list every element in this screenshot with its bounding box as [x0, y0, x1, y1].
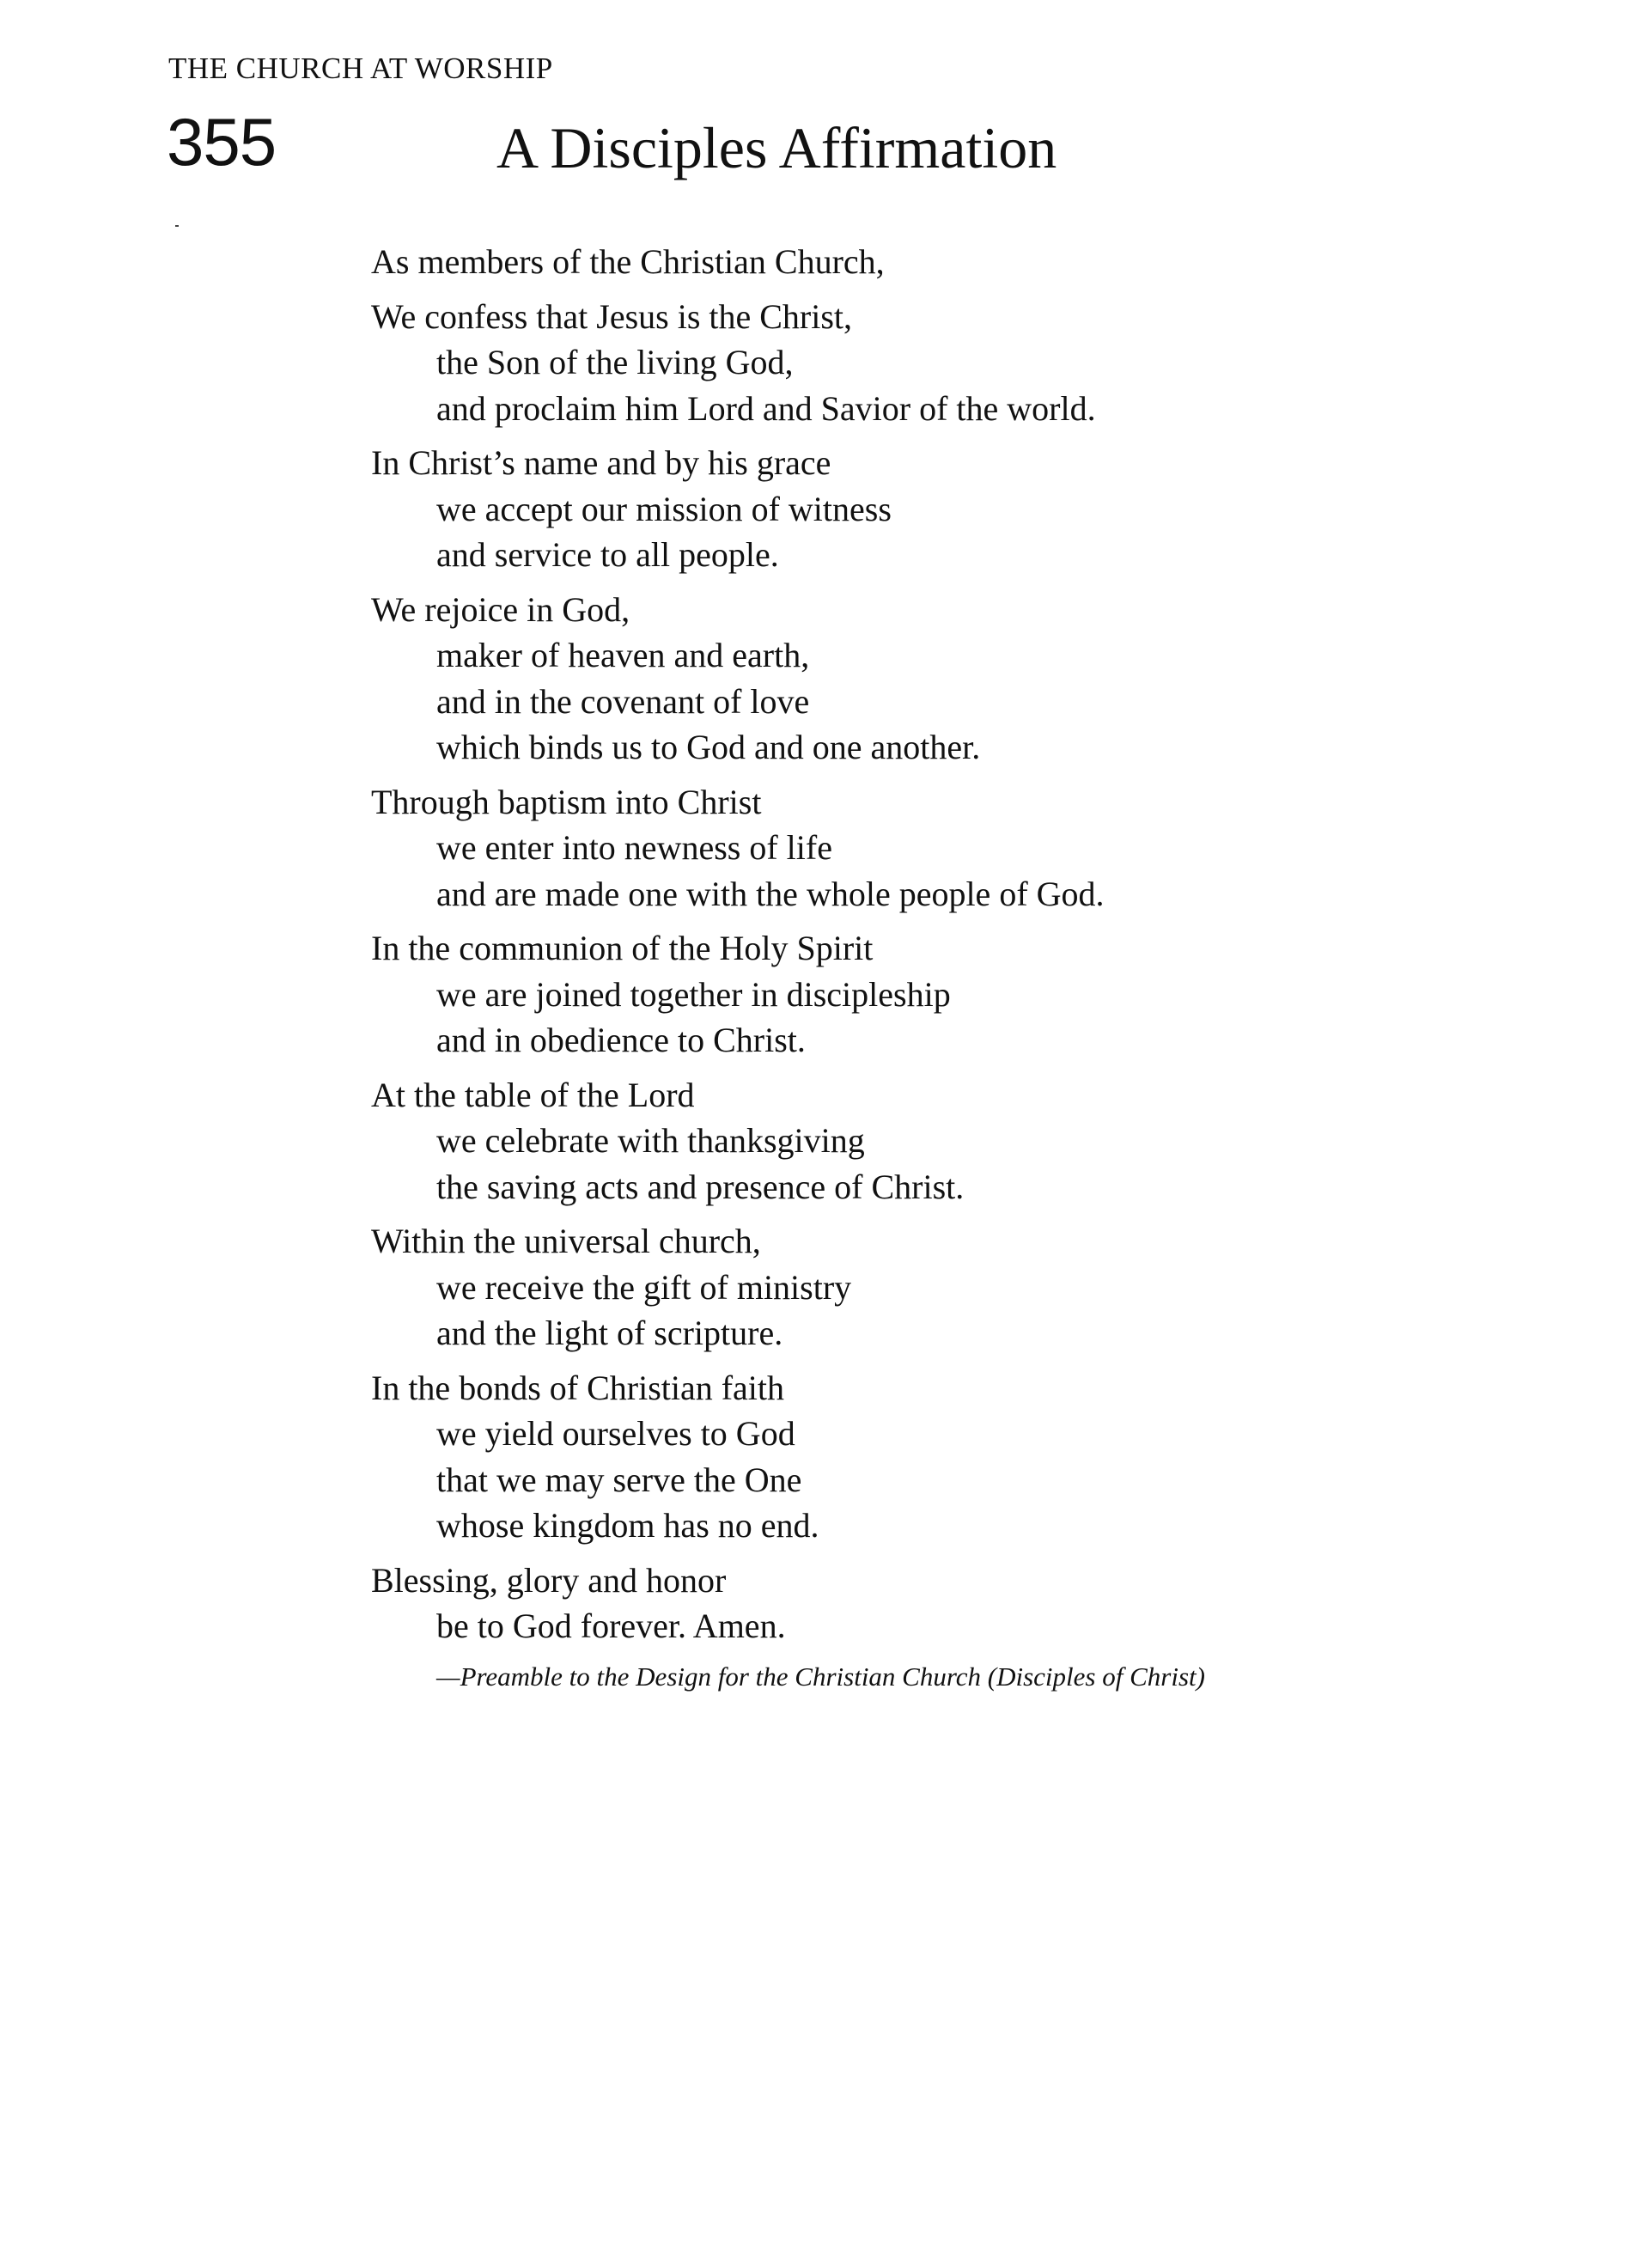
- stanza-line: maker of heaven and earth,: [436, 636, 810, 674]
- stanza-line: and in the covenant of love: [436, 681, 810, 721]
- stanza-line: the Son of the living God,: [436, 343, 794, 381]
- running-head: THE CHURCH AT WORSHIP: [168, 52, 553, 85]
- stanza: [371, 239, 1488, 285]
- stanza: [371, 440, 1488, 578]
- stanza-first-line: In the communion of the Holy Spirit: [371, 929, 874, 967]
- stanza-first-line: We rejoice in God,: [371, 589, 630, 629]
- stanza: [371, 1365, 1488, 1549]
- stanza-first-line: Blessing, glory and honor: [371, 1560, 727, 1600]
- stanza-line: we enter into newness of life: [436, 828, 832, 867]
- stanza-line: the saving acts and presence of Christ.: [436, 1167, 965, 1206]
- stanza-list: [371, 239, 1488, 1649]
- stanza-line: and in obedience to Christ.: [436, 1021, 806, 1059]
- stanza-line: and proclaim him Lord and Savior of the world.: [436, 388, 1096, 428]
- stanza-first-line: Within the universal church,: [371, 1222, 761, 1260]
- stanza-line: and the light of scripture.: [436, 1314, 783, 1352]
- stanza-first-line: Through baptism into Christ: [371, 782, 762, 821]
- stanza: [371, 1072, 1488, 1210]
- stanza: [371, 587, 1488, 771]
- stanza-line: we receive the gift of ministry: [436, 1267, 852, 1307]
- affirmation-text: [371, 239, 1488, 1696]
- page-title: A Disciples Affirmation: [496, 115, 1057, 180]
- stanza: [371, 294, 1488, 432]
- stray-mark: [175, 225, 179, 227]
- stanza-first-line: At the table of the Lord: [371, 1075, 695, 1114]
- stanza: [371, 1558, 1488, 1649]
- stanza-line: we are joined together in discipleship: [436, 974, 951, 1014]
- stanza: [371, 779, 1488, 918]
- stanza-first-line: We confess that Jesus is the Christ,: [371, 296, 853, 336]
- stanza-line: we yield ourselves to God: [436, 1414, 795, 1453]
- stanza-first-line: In Christ’s name and by his grace: [371, 443, 831, 482]
- stanza-line: that we may serve the One: [436, 1460, 802, 1499]
- stanza-line: we accept our mission of witness: [436, 489, 892, 528]
- stanza-line: which binds us to God and one another.: [436, 728, 981, 766]
- stanza-line: be to God forever. Amen.: [436, 1606, 786, 1645]
- stanza-line: and are made one with the whole people of God.: [436, 874, 1105, 913]
- stanza: [371, 925, 1488, 1064]
- stanza-first-line: As members of the Christian Church,: [371, 242, 885, 281]
- stanza-line: we celebrate with thanksgiving: [436, 1121, 865, 1160]
- attribution: —Preamble to the Design for the Christian Church (Disciples of Christ): [436, 1661, 1205, 1692]
- stanza-line: and service to all people.: [436, 535, 779, 574]
- stanza-line: whose kingdom has no end.: [436, 1506, 819, 1545]
- hymn-number: 355: [167, 104, 277, 180]
- stanza-first-line: In the bonds of Christian faith: [371, 1368, 785, 1407]
- stanza: [371, 1218, 1488, 1357]
